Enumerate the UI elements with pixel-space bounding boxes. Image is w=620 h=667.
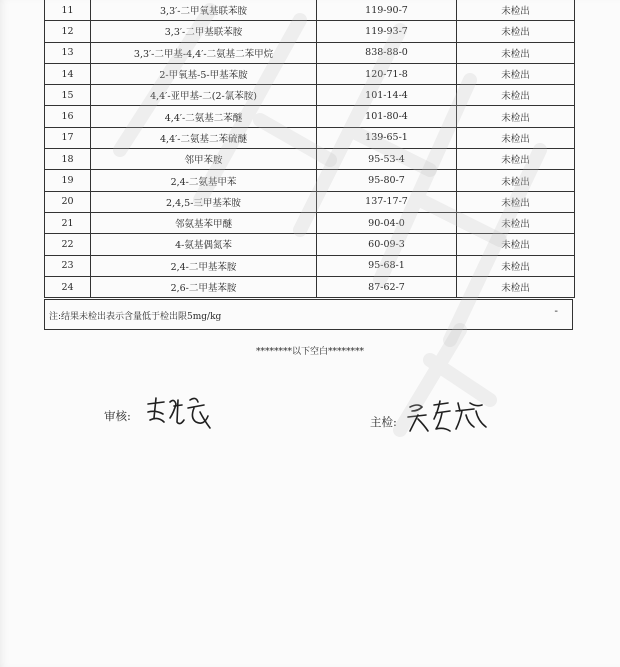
- cas-number: 101-80-4: [317, 106, 457, 127]
- cas-number: 101-14-4: [317, 85, 457, 106]
- test-result: 未检出: [457, 21, 575, 42]
- cas-number: 119-90-7: [317, 0, 457, 21]
- reviewer-label: 审核:: [104, 409, 131, 423]
- table-row: [45, 106, 575, 127]
- row-number: 21: [45, 212, 91, 233]
- note-text: 注:结果未检出表示含量低于检出限5mg/kg: [49, 312, 222, 322]
- row-number: 22: [45, 234, 91, 255]
- substance-name: 4,4′-二氨基二苯醚: [91, 106, 317, 127]
- inspector-signature: [404, 397, 490, 437]
- inspector-label: 主检:: [370, 415, 397, 429]
- test-result: 未检出: [457, 85, 575, 106]
- substance-name: 4-氨基偶氮苯: [91, 234, 317, 255]
- test-result: 未检出: [457, 170, 575, 191]
- cas-number: 90-04-0: [317, 212, 457, 233]
- table-row: [45, 255, 575, 276]
- substance-name: 2-甲氧基-5-甲基苯胺: [91, 63, 317, 84]
- substance-name: 2,6-二甲基苯胺: [91, 276, 317, 297]
- cas-number: 95-53-4: [317, 149, 457, 170]
- substance-name: 4,4′-二氨基二苯硫醚: [91, 127, 317, 148]
- row-number: 24: [45, 276, 91, 297]
- test-result: 未检出: [457, 127, 575, 148]
- cas-number: 60-09-3: [317, 234, 457, 255]
- substance-name: 2,4-二甲基苯胺: [91, 255, 317, 276]
- row-number: 13: [45, 42, 91, 63]
- row-number: 16: [45, 106, 91, 127]
- row-number: 23: [45, 255, 91, 276]
- reviewer-signature: [144, 392, 216, 434]
- cas-number: 95-68-1: [317, 255, 457, 276]
- test-result: 未检出: [457, 212, 575, 233]
- row-number: 19: [45, 170, 91, 191]
- row-number: 14: [45, 63, 91, 84]
- table-row: [45, 191, 575, 212]
- cas-number: 137-17-7: [317, 191, 457, 212]
- test-result: 未检出: [457, 149, 575, 170]
- cas-number: 87-62-7: [317, 276, 457, 297]
- cas-number: 838-88-0: [317, 42, 457, 63]
- test-result: 未检出: [457, 255, 575, 276]
- table-row: [45, 170, 575, 191]
- row-number: 12: [45, 21, 91, 42]
- table-row: [45, 42, 575, 63]
- substance-name: 邻甲苯胺: [91, 149, 317, 170]
- table-row: [45, 212, 575, 233]
- table-row: [45, 21, 575, 42]
- table-row: [45, 234, 575, 255]
- results-table: [44, 0, 575, 298]
- substance-name: 2,4-二氨基甲苯: [91, 170, 317, 191]
- table-row: [45, 127, 575, 148]
- table-row: [45, 0, 575, 21]
- test-result: 未检出: [457, 0, 575, 21]
- test-result: 未检出: [457, 191, 575, 212]
- row-number: 11: [45, 0, 91, 21]
- blank-below-marker: ********以下空白********: [255, 347, 364, 357]
- test-result: 未检出: [457, 234, 575, 255]
- row-number: 20: [45, 191, 91, 212]
- table-row: [45, 276, 575, 297]
- table-row: [45, 85, 575, 106]
- test-result: 未检出: [457, 42, 575, 63]
- test-result: 未检出: [457, 276, 575, 297]
- test-result: 未检出: [457, 106, 575, 127]
- table-row: [45, 63, 575, 84]
- note-mark: -: [554, 306, 558, 317]
- row-number: 17: [45, 127, 91, 148]
- row-number: 15: [45, 85, 91, 106]
- test-result: 未检出: [457, 63, 575, 84]
- table-note: [44, 299, 573, 330]
- substance-name: 3,3′-二甲基联苯胺: [91, 21, 317, 42]
- row-number: 18: [45, 149, 91, 170]
- cas-number: 119-93-7: [317, 21, 457, 42]
- substance-name: 2,4,5-三甲基苯胺: [91, 191, 317, 212]
- substance-name: 3,3′-二甲基-4,4′-二氨基二苯甲烷: [91, 42, 317, 63]
- substance-name: 4,4′-亚甲基-二(2-氯苯胺): [91, 85, 317, 106]
- cas-number: 139-65-1: [317, 127, 457, 148]
- substance-name: 3,3′-二甲氧基联苯胺: [91, 0, 317, 21]
- cas-number: 120-71-8: [317, 63, 457, 84]
- table-row: [45, 149, 575, 170]
- cas-number: 95-80-7: [317, 170, 457, 191]
- substance-name: 邻氨基苯甲醚: [91, 212, 317, 233]
